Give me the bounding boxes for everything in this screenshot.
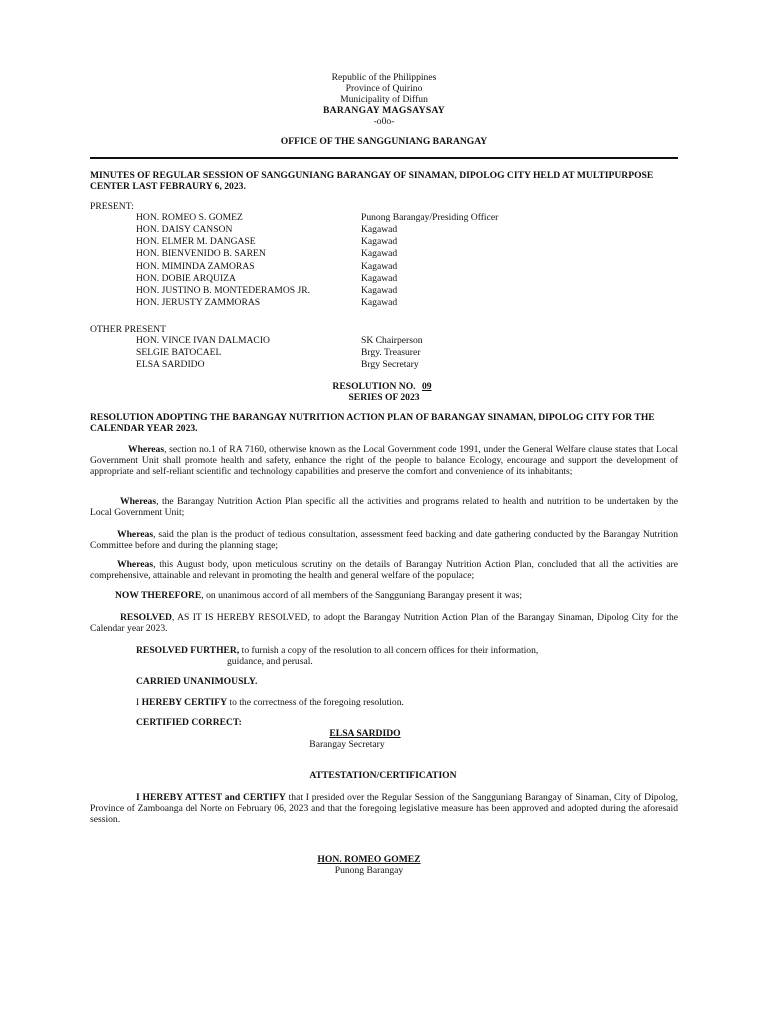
whereas-text: , section no.1 of RA 7160, otherwise known as the Local Government code 1991, under the General Welfare clause states that Local Government Unit shall promote health and safety, enhance the right of the people to balance Ecology, encourage and support the development of appropriate and self-reliant scientific and technology capabilities and preserve the comfort and convenience of its inhabitants; (90, 444, 678, 478)
whereas-text: , said the plan is the product of tedious consultation, assessment feed backing and date gathering conducted by the Barangay Nutrition Committee before and during the planning stage; (90, 529, 678, 552)
certify-text: to the correctness of the foregoing resolution. (227, 697, 404, 708)
member-position: Brgy. Treasurer (361, 347, 421, 358)
whereas-paragraph-1 (90, 444, 678, 478)
member-position: Kagawad (361, 273, 398, 284)
certify-pre: I (136, 697, 142, 708)
carried-unanimously: CARRIED UNANIMOUSLY. (136, 676, 258, 687)
attestation-paragraph (90, 792, 678, 826)
present-label: PRESENT: (90, 201, 134, 212)
member-name: HON. ROMEO S. GOMEZ (136, 212, 243, 223)
header-barangay: BARANGAY MAGSAYSAY (322, 105, 446, 116)
list-item (0, 285, 768, 297)
now-therefore-text: , on unanimous accord of all members of the Sangguniang Barangay present it was; (201, 590, 523, 601)
header-municipality: Municipality of Diffun (340, 94, 428, 105)
resolution-number-value: 09 (421, 381, 432, 392)
office-title: OFFICE OF THE SANGGUNIANG BARANGAY (280, 136, 488, 147)
resolved-further-lead: RESOLVED FURTHER, (136, 645, 240, 656)
member-position: Kagawad (361, 285, 398, 296)
other-present-label: OTHER PRESENT (90, 324, 166, 335)
attestation-text: that I presided over the Regular Session of the Sangguniang Barangay of Sinaman, City of Dipolog, Province of Zamboanga del Norte on February 06, 2023 and that the foregoing legislative measure has been approved and adopted during the aforesaid session. (90, 792, 678, 826)
header-republic: Republic of the Philippines (331, 72, 437, 83)
member-position: Kagawad (361, 248, 398, 259)
resolved-further-text: to furnish a copy of the resolution to all concern offices for their information, (239, 645, 539, 656)
secretary-title: Barangay Secretary (309, 739, 385, 750)
resolution-series: SERIES OF 2023 (348, 392, 420, 403)
now-therefore-paragraph (90, 590, 678, 601)
whereas-paragraph-4 (90, 559, 678, 581)
punong-name: HON. ROMEO GOMEZ (317, 854, 421, 865)
now-therefore-lead: NOW THEREFORE (115, 590, 202, 601)
header-province: Province of Quirino (345, 83, 423, 94)
whereas-lead: Whereas (128, 444, 165, 455)
header-separator: -o0o- (373, 116, 395, 127)
member-name: HON. DOBIE ARQUIZA (136, 273, 236, 284)
member-name: HON. BIENVENIDO B. SAREN (136, 248, 266, 259)
list-item (0, 359, 768, 371)
member-name: HON. VINCE IVAN DALMACIO (136, 335, 270, 346)
member-position: Kagawad (361, 297, 398, 308)
member-name: HON. JERUSTY ZAMMORAS (136, 297, 261, 308)
resolved-text: , AS IT IS HEREBY RESOLVED, to adopt the Barangay Nutrition Action Plan of the Barangay Sinaman, Dipolog City for the Calendar year 2023. (90, 612, 678, 635)
member-name: HON. ELMER M. DANGASE (136, 236, 256, 247)
whereas-lead: Whereas (117, 529, 154, 540)
whereas-lead: Whereas (120, 496, 157, 507)
certify-line (136, 697, 404, 709)
resolution-title: RESOLUTION ADOPTING THE BARANGAY NUTRITION ACTION PLAN OF BARANGAY SINAMAN, DIPOLOG CITY FOR THE CALENDAR YEAR 2023. (90, 412, 655, 435)
list-item (0, 335, 768, 347)
punong-title: Punong Barangay (334, 865, 404, 876)
resolution-number-prefix: RESOLUTION NO. (332, 381, 416, 392)
attestation-lead: I HEREBY ATTEST and CERTIFY (136, 792, 286, 803)
certified-correct-label: CERTIFIED CORRECT: (136, 717, 242, 728)
list-item (0, 212, 768, 224)
list-item (0, 297, 768, 309)
header-rule (90, 157, 678, 159)
member-position: Punong Barangay/Presiding Officer (361, 212, 499, 223)
member-name: SELGIE BATOCAEL (136, 347, 222, 358)
resolved-lead: RESOLVED (120, 612, 172, 623)
list-item (0, 236, 768, 248)
certify-lead: HEREBY CERTIFY (141, 697, 227, 708)
member-position: Kagawad (361, 236, 398, 247)
list-item (0, 273, 768, 285)
resolution-number (0, 381, 768, 393)
member-position: Brgy Secretary (361, 359, 419, 370)
attestation-heading: ATTESTATION/CERTIFICATION (309, 770, 457, 781)
member-position: Kagawad (361, 261, 398, 272)
member-name: ELSA SARDIDO (136, 359, 205, 370)
member-position: SK Chairperson (361, 335, 423, 346)
whereas-paragraph-3 (90, 529, 678, 551)
member-name: HON. MIMINDA ZAMORAS (136, 261, 255, 272)
member-name: HON. DAISY CANSON (136, 224, 233, 235)
resolved-further-line2: guidance, and perusal. (227, 656, 313, 667)
member-position: Kagawad (361, 224, 398, 235)
resolved-paragraph (90, 612, 678, 634)
list-item (0, 224, 768, 236)
whereas-text: , the Barangay Nutrition Action Plan specific all the activities and programs related to health and nutrition to be undertaken by the Local Government Unit; (90, 496, 678, 519)
minutes-title: MINUTES OF REGULAR SESSION OF SANGGUNIANG BARANGAY OF SINAMAN, DIPOLOG CITY HELD AT MULTIPURPOSE CENTER LAST FEBRAURY 6, 2023. (90, 170, 654, 193)
secretary-name: ELSA SARDIDO (329, 728, 401, 739)
list-item (0, 248, 768, 260)
whereas-lead: Whereas (117, 559, 154, 570)
list-item (0, 261, 768, 273)
resolved-further-line1 (136, 645, 538, 657)
whereas-text: , this August body, upon meticulous scrutiny on the details of Barangay Nutrition Action Plan, concluded that all the activities are comprehensive, attainable and relevant in promoting the health and general welfare of the populace; (90, 559, 678, 582)
list-item (0, 347, 768, 359)
whereas-paragraph-2 (90, 496, 678, 518)
member-name: HON. JUSTINO B. MONTEDERAMOS JR. (136, 285, 311, 296)
